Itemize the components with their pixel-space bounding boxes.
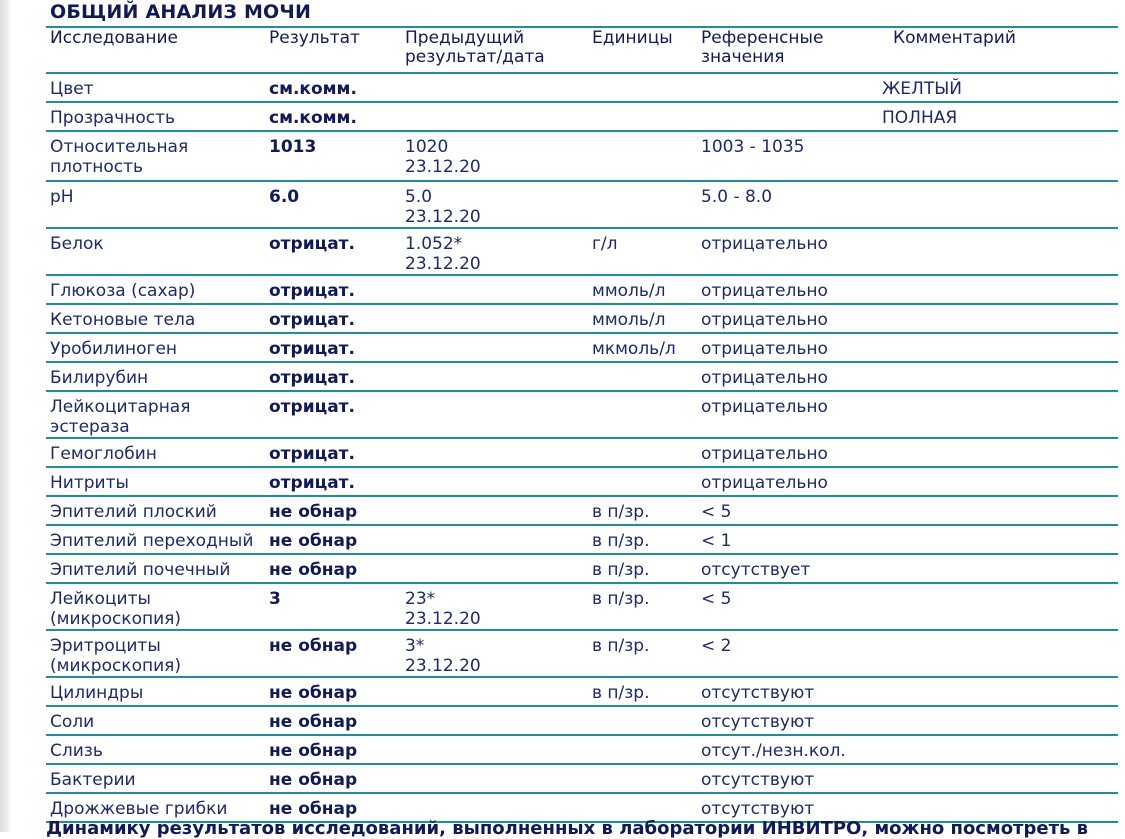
test-name: Эпителий плоский bbox=[50, 502, 217, 522]
previous-result bbox=[405, 636, 575, 676]
previous-date: 23.12.20 bbox=[405, 609, 481, 629]
test-name: Эпителий переходный bbox=[50, 531, 254, 551]
previous-date: 23.12.20 bbox=[405, 157, 481, 177]
test-name: Бактерии bbox=[50, 770, 136, 790]
result-value: отрицат. bbox=[269, 234, 355, 254]
test-name: Слизь bbox=[50, 741, 103, 761]
test-name: Эритроциты (микроскопия) bbox=[50, 636, 182, 676]
table-row bbox=[46, 276, 1118, 305]
table-row bbox=[46, 526, 1118, 555]
test-name: pH bbox=[50, 187, 74, 207]
column-header-previous: Предыдущий результат/дата bbox=[405, 28, 545, 67]
test-name: Эпителий почечный bbox=[50, 560, 231, 580]
result-value: не обнар bbox=[269, 560, 358, 580]
units-value: в п/зр. bbox=[592, 502, 650, 522]
comment-value: ЖЕЛТЫЙ bbox=[882, 79, 962, 99]
reference-value: отсутствуют bbox=[701, 683, 815, 703]
table-row bbox=[46, 229, 1118, 276]
result-value: не обнар bbox=[269, 770, 358, 790]
units-value: в п/зр. bbox=[592, 636, 650, 656]
reference-value: отрицательно bbox=[701, 234, 828, 254]
page-title: ОБЩИЙ АНАЛИЗ МОЧИ bbox=[50, 1, 312, 23]
previous-value: 5.0 bbox=[405, 187, 433, 207]
test-name: Билирубин bbox=[50, 368, 149, 388]
table-row bbox=[46, 555, 1118, 584]
table-row bbox=[46, 497, 1118, 526]
table-row bbox=[46, 182, 1118, 229]
units-value: мкмоль/л bbox=[592, 339, 676, 359]
reference-value: < 5 bbox=[701, 589, 732, 609]
table-row bbox=[46, 736, 1118, 765]
result-value: см.комм. bbox=[269, 79, 357, 99]
table-row bbox=[46, 74, 1118, 103]
table-row bbox=[46, 584, 1118, 631]
reference-value: отрицательно bbox=[701, 281, 828, 301]
column-header-reference: Референсные значения bbox=[701, 28, 824, 67]
table-row bbox=[46, 678, 1118, 707]
reference-value: < 1 bbox=[701, 531, 732, 551]
result-value: не обнар bbox=[269, 683, 358, 703]
table-row bbox=[46, 334, 1118, 363]
result-value: отрицат. bbox=[269, 473, 355, 493]
previous-date: 23.12.20 bbox=[405, 656, 481, 676]
test-name: Уробилиноген bbox=[50, 339, 178, 359]
units-value: в п/зр. bbox=[592, 683, 650, 703]
result-value: отрицат. bbox=[269, 397, 355, 417]
reference-value: 5.0 - 8.0 bbox=[701, 187, 773, 207]
reference-value: отрицательно bbox=[701, 368, 828, 388]
result-value: отрицат. bbox=[269, 339, 355, 359]
test-name: Глюкоза (сахар) bbox=[50, 281, 196, 301]
reference-value: отсутствуют bbox=[701, 799, 815, 819]
test-name: Белок bbox=[50, 234, 104, 254]
test-name: Дрожжевые грибки bbox=[50, 799, 228, 819]
column-header-result: Результат bbox=[269, 28, 360, 48]
units-value: г/л bbox=[592, 234, 618, 254]
table-row bbox=[46, 468, 1118, 497]
reference-value: < 2 bbox=[701, 636, 732, 656]
previous-result bbox=[405, 234, 575, 274]
page-edge-shadow bbox=[0, 0, 12, 832]
reference-value: отсутствуют bbox=[701, 712, 815, 732]
units-value: в п/зр. bbox=[592, 560, 650, 580]
previous-result bbox=[405, 589, 575, 629]
reference-value: отсутствуют bbox=[701, 770, 815, 790]
reference-value: отсут./незн.кол. bbox=[701, 741, 846, 761]
test-name: Гемоглобин bbox=[50, 444, 157, 464]
table-row bbox=[46, 132, 1118, 182]
test-name: Относительная плотность bbox=[50, 137, 189, 177]
test-name: Прозрачность bbox=[50, 108, 176, 128]
table-row bbox=[46, 363, 1118, 392]
previous-date: 23.12.20 bbox=[405, 207, 481, 227]
result-value: отрицат. bbox=[269, 368, 355, 388]
reference-value: отрицательно bbox=[701, 310, 828, 330]
result-value: не обнар bbox=[269, 531, 358, 551]
reference-value: отрицательно bbox=[701, 444, 828, 464]
test-name: Кетоновые тела bbox=[50, 310, 196, 330]
result-value: отрицат. bbox=[269, 310, 355, 330]
table-row bbox=[46, 305, 1118, 334]
reference-value: отрицательно bbox=[701, 397, 828, 417]
previous-result bbox=[405, 137, 575, 177]
units-value: ммоль/л bbox=[592, 281, 666, 301]
column-header-units: Единицы bbox=[592, 28, 673, 48]
test-name: Цилиндры bbox=[50, 683, 144, 703]
column-header-comment: Комментарий bbox=[893, 28, 1016, 48]
table-row bbox=[46, 392, 1118, 439]
result-value: отрицат. bbox=[269, 444, 355, 464]
units-value: в п/зр. bbox=[592, 531, 650, 551]
results-table bbox=[46, 74, 1118, 823]
previous-value: 3* bbox=[405, 636, 425, 656]
test-name: Лейкоцитарная эстераза bbox=[50, 397, 191, 437]
result-value: не обнар bbox=[269, 741, 358, 761]
result-value: не обнар bbox=[269, 502, 358, 522]
reference-value: отрицательно bbox=[701, 473, 828, 493]
units-value: в п/зр. bbox=[592, 589, 650, 609]
test-name: Соли bbox=[50, 712, 95, 732]
test-name: Лейкоциты (микроскопия) bbox=[50, 589, 182, 629]
test-name: Цвет bbox=[50, 79, 94, 99]
result-value: не обнар bbox=[269, 799, 358, 819]
result-value: 3 bbox=[269, 589, 281, 609]
table-row bbox=[46, 103, 1118, 132]
table-row bbox=[46, 439, 1118, 468]
table-row bbox=[46, 765, 1118, 794]
previous-date: 23.12.20 bbox=[405, 254, 481, 274]
reference-value: 1003 - 1035 bbox=[701, 137, 805, 157]
previous-result bbox=[405, 187, 575, 227]
test-name: Нитриты bbox=[50, 473, 129, 493]
reference-value: < 5 bbox=[701, 502, 732, 522]
result-value: отрицат. bbox=[269, 281, 355, 301]
footer-note: Динамику результатов исследований, выполненных в лаборатории ИНВИТРО, можно посмотреть в bbox=[46, 818, 1089, 839]
comment-value: ПОЛНАЯ bbox=[882, 108, 958, 128]
result-value: не обнар bbox=[269, 636, 358, 656]
result-value: не обнар bbox=[269, 712, 358, 732]
reference-value: отсутствует bbox=[701, 560, 811, 580]
table-row bbox=[46, 631, 1118, 678]
previous-value: 1.052* bbox=[405, 234, 463, 254]
column-header-test: Исследование bbox=[50, 28, 178, 48]
table-header bbox=[46, 28, 1118, 74]
previous-value: 1020 bbox=[405, 137, 449, 157]
table-row bbox=[46, 707, 1118, 736]
reference-value: отрицательно bbox=[701, 339, 828, 359]
result-value: см.комм. bbox=[269, 108, 357, 128]
previous-value: 23* bbox=[405, 589, 436, 609]
units-value: ммоль/л bbox=[592, 310, 666, 330]
result-value: 1013 bbox=[269, 137, 317, 157]
result-value: 6.0 bbox=[269, 187, 300, 207]
